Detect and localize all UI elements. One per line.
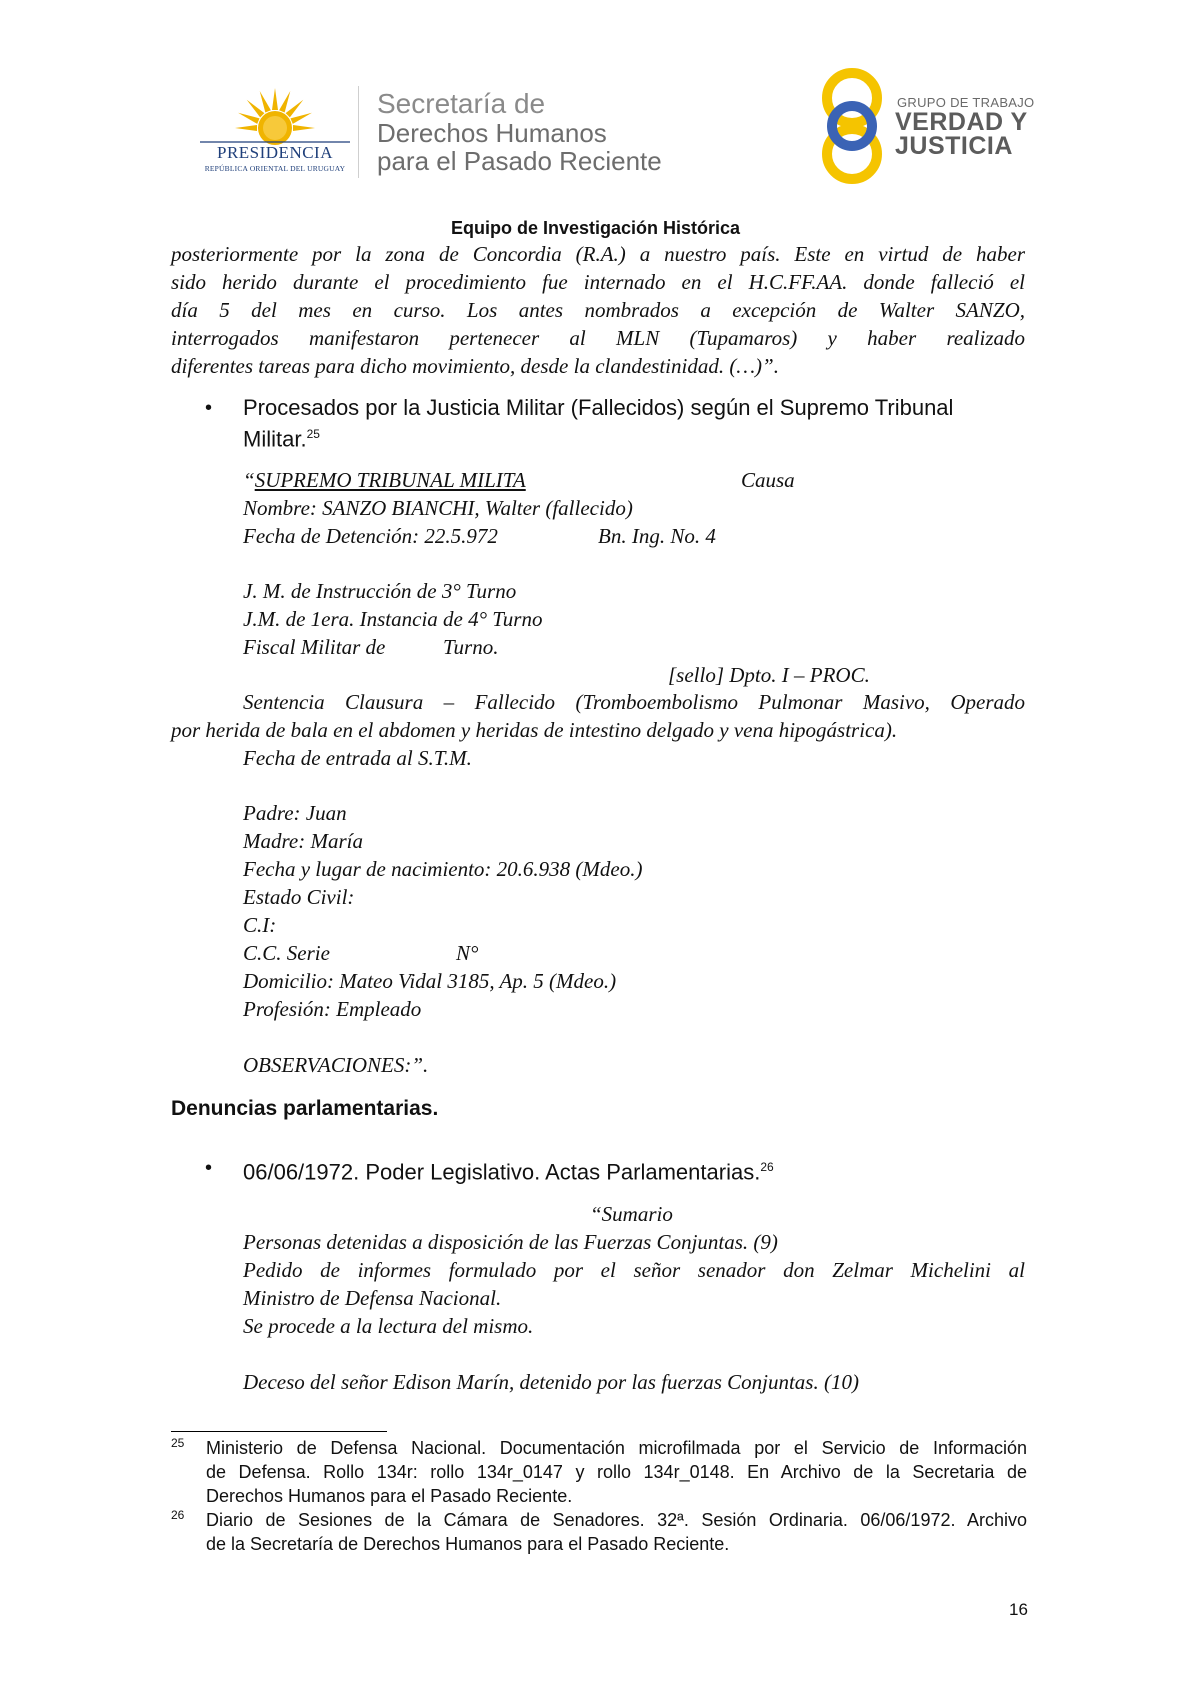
- bullet-marker: •: [205, 397, 213, 419]
- stm-padre: Padre: Juan: [243, 801, 347, 825]
- grupo-title-line2: JUSTICIA: [895, 132, 1013, 160]
- interlocking-rings-icon: [812, 64, 892, 188]
- stm-fiscal-label: Fiscal Militar de: [243, 635, 386, 659]
- stm-estado-civil: Estado Civil:: [243, 885, 355, 909]
- quote-open: “: [243, 468, 255, 492]
- footnote-line: Derechos Humanos para el Pasado Reciente.: [206, 1486, 573, 1506]
- grupo-small-label: GRUPO DE TRABAJO: [897, 95, 1035, 110]
- intro-quote-line: interrogados manifestaron pertenecer al MLN (Tupamaros) y haber realizado: [171, 326, 1025, 350]
- page-number: 16: [1009, 1600, 1028, 1619]
- intro-quote-line: posteriormente por la zona de Concordia (R.A.) a nuestro país. Este en virtud de haber: [171, 242, 1025, 266]
- sumario-title: “Sumario: [590, 1202, 673, 1226]
- footnote-ref-26[interactable]: 26: [760, 1160, 774, 1174]
- grupo-title-line1: VERDAD Y: [895, 108, 1028, 136]
- stm-madre: Madre: María: [243, 829, 363, 853]
- secretaria-line1: Secretaría de: [377, 88, 546, 119]
- stm-jm-instancia: J.M. de 1era. Instancia de 4° Turno: [243, 607, 543, 631]
- stm-sentencia-line1: Sentencia Clausura – Fallecido (Tromboembolismo Pulmonar Masivo, Operado: [243, 690, 1025, 714]
- stm-domicilio: Domicilio: Mateo Vidal 3185, Ap. 5 (Mdeo.): [243, 969, 617, 993]
- team-heading: Equipo de Investigación Histórica: [450, 218, 741, 238]
- stm-causa: Causa: [741, 468, 795, 492]
- stm-cc-numero: N°: [456, 941, 479, 965]
- bullet-actas-text: 06/06/1972. Poder Legislativo. Actas Parlamentarias.: [243, 1159, 761, 1185]
- bullet-procesados-line2: Militar.: [243, 426, 307, 452]
- intro-quote: [171, 240, 1025, 380]
- header-divider: [358, 86, 359, 178]
- footnote-line: de Defensa. Rollo 134r: rollo 134r_0147 y rollo 134r_0148. En Archivo de la Secretaria de: [206, 1462, 1027, 1482]
- footnote-25: [206, 1436, 1027, 1508]
- stm-fecha-detencion: Fecha de Detención: 22.5.972: [243, 524, 498, 548]
- footnote-line: de la Secretaría de Derechos Humanos para el Pasado Reciente.: [206, 1534, 730, 1554]
- footnote-ref-25[interactable]: 25: [306, 427, 320, 441]
- intro-quote-line: diferentes tareas para dicho movimiento, desde la clandestinidad. (…)”.: [171, 354, 779, 378]
- bullet-procesados: [243, 394, 1028, 452]
- sumario-line3: Se procede a la lectura del mismo.: [243, 1314, 534, 1338]
- stm-nacimiento: Fecha y lugar de nacimiento: 20.6.938 (Mdeo.): [243, 857, 643, 881]
- footnote-line: Diario de Sesiones de la Cámara de Senadores. 32ª. Sesión Ordinaria. 06/06/1972. Archivo: [206, 1510, 1027, 1530]
- section-title: Denuncias parlamentarias.: [171, 1097, 439, 1120]
- stm-fecha-entrada: Fecha de entrada al S.T.M.: [243, 746, 472, 770]
- stm-jm-instruccion: J. M. de Instrucción de 3° Turno: [243, 579, 517, 603]
- stm-cc-serie: C.C. Serie: [243, 941, 330, 965]
- intro-quote-line: sido herido durante el procedimiento fue internado en el H.C.FF.AA. donde falleció el: [171, 270, 1025, 294]
- presidencia-subtitle: REPÚBLICA ORIENTAL DEL URUGUAY: [204, 164, 346, 173]
- bullet-procesados-line1: Procesados por la Justicia Militar (Fallecidos) según el Supremo Tribunal: [243, 395, 954, 420]
- bullet-marker: •: [205, 1157, 213, 1179]
- secretaria-line3: para el Pasado Reciente: [377, 146, 662, 176]
- stm-unidad: Bn. Ing. No. 4: [598, 524, 716, 548]
- footnote-separator: [171, 1431, 387, 1432]
- footnote-line: Ministerio de Defensa Nacional. Documentación microfilmada por el Servicio de Información: [206, 1438, 1027, 1458]
- stm-fiscal-turno: Turno.: [443, 635, 499, 659]
- footnote-number-25: 25: [171, 1436, 185, 1450]
- footnote-26: [206, 1508, 1027, 1556]
- secretaria-line2: Derechos Humanos: [377, 118, 607, 148]
- stm-title-row: [243, 466, 526, 494]
- stm-ci: C.I:: [243, 913, 277, 937]
- sumario-line2b: Ministro de Defensa Nacional.: [243, 1286, 502, 1310]
- bullet-actas: [243, 1154, 774, 1185]
- stm-observaciones: OBSERVACIONES:”.: [243, 1053, 429, 1077]
- sumario-line2a: Pedido de informes formulado por el señor senador don Zelmar Michelini al: [243, 1258, 1025, 1282]
- stm-sentencia-line2: por herida de bala en el abdomen y heridas de intestino delgado y vena hipogástrica).: [171, 718, 898, 742]
- sumario-line1: Personas detenidas a disposición de las Fuerzas Conjuntas. (9): [243, 1230, 778, 1254]
- stm-sello: [sello] Dpto. I – PROC.: [668, 663, 870, 687]
- stm-profesion: Profesión: Empleado: [243, 997, 422, 1021]
- footnote-number-26: 26: [171, 1508, 185, 1522]
- sumario-pedido: [243, 1256, 1025, 1312]
- stm-title: SUPREMO TRIBUNAL MILITA: [254, 468, 526, 492]
- intro-quote-line: día 5 del mes en curso. Los antes nombrados a excepción de Walter SANZO,: [171, 298, 1025, 322]
- sumario-line4: Deceso del señor Edison Marín, detenido por las fuerzas Conjuntas. (10): [243, 1370, 859, 1394]
- stm-nombre: Nombre: SANZO BIANCHI, Walter (fallecido): [243, 496, 633, 520]
- presidencia-name: PRESIDENCIA: [216, 143, 333, 162]
